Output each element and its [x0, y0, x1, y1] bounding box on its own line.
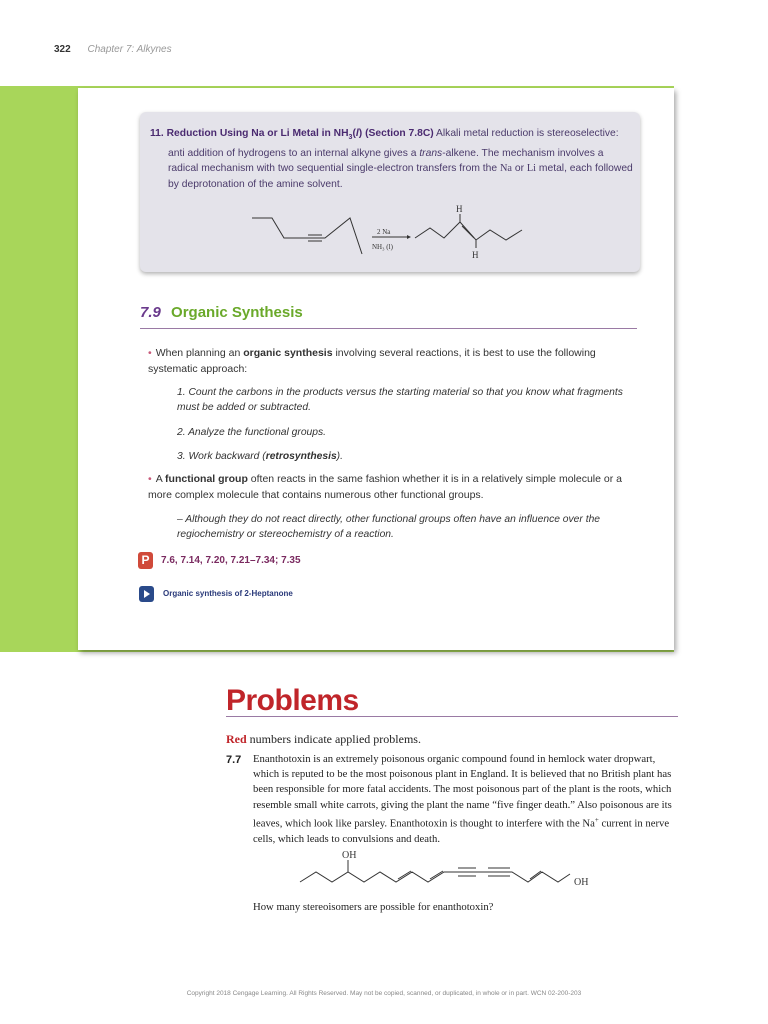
section-divider: [140, 328, 637, 329]
enanthotoxin-structure: [290, 848, 620, 894]
review-item-number: 11.: [150, 128, 164, 139]
trans-alkene-structure: [415, 222, 522, 240]
chapter-title: Chapter 7: Alkynes: [87, 44, 172, 55]
page-header: [54, 44, 172, 55]
review-text: [150, 126, 635, 192]
hydroxyl-label-1: OH: [342, 850, 357, 861]
step-3: 3. Work backward (retrosynthesis).: [177, 451, 343, 462]
bullet-organic-synthesis: • When planning an organic synthesis involving several reactions, it is best to use the following systematic approach:: [148, 347, 596, 375]
reduction-reaction-scheme: [250, 202, 540, 264]
section-heading: [140, 304, 303, 321]
review-text-body: anti addition of hydrogens to an internal alkyne gives a trans-alkene. The mechanism involves a radical mechanism with two sequential single-electron transfers from the Na or Li metal, each followed by deprotonation of the amine solvent.: [168, 147, 633, 190]
review-text-1: Alkali metal reduction is stereoselective:: [436, 128, 619, 139]
hydroxyl-label-2: OH: [574, 877, 589, 888]
red-numbers-note: Red numbers indicate applied problems.: [226, 732, 421, 746]
problem-text: Enanthotoxin is an extremely poisonous organic compound found in hemlock water dropwart, which is reputed to be the most poisonous plant in England. It is believed that no British plant has been responsible for more fatal accidents. The most poisonous part of the plant is the roots, which resemble small white carrots, giving the plant the name “five finger death.” Also poisonous are its leaves, which look like parsley. Enanthotoxin is thought to interfere with the Na+ current in nerve cells, which leads to convulsions and death.: [253, 753, 672, 845]
bullet-functional-group: • A functional group often reacts in the same fashion whether it is in a relatively simple molecule or a more complex molecule that contains numerous other functional groups.: [148, 473, 622, 501]
copyright-footer: Copyright 2018 Cengage Learning. All Rights Reserved. May not be copied, scanned, or duplicated, in whole or in part. WCN 02-200-203: [186, 990, 582, 997]
step-2: 2. Analyze the functional groups.: [177, 427, 327, 438]
reagent-bottom: NH₃ (l): [372, 243, 393, 251]
problem-question: How many stereoisomers are possible for enanthotoxin?: [253, 901, 494, 913]
reagent-top: 2 Na: [377, 228, 391, 236]
functional-group-note: – Although they do not react directly, other functional groups often have an influence over the regiochemistry or stereochemistry of a reaction.: [177, 514, 601, 540]
enanthotoxin-skeleton: [300, 872, 570, 882]
review-title: Reduction Using Na or Li Metal in $NH_3(l)$ (Section 7.8C): [166, 128, 434, 142]
section-number: 7.9: [140, 304, 161, 321]
page-number: 322: [54, 44, 71, 55]
problem-references[interactable]: 7.6, 7.14, 7.20, 7.21–7.34; 7.35: [161, 555, 301, 566]
alkyne-structure: [252, 218, 362, 254]
video-link[interactable]: Organic synthesis of 2-Heptanone: [163, 589, 293, 598]
problems-divider: [226, 716, 678, 717]
hydrogen-label-top: H: [456, 204, 463, 214]
section-title: Organic Synthesis: [171, 304, 303, 321]
problems-p-icon[interactable]: P: [138, 552, 153, 569]
hydrogen-label-bottom: H: [472, 250, 479, 260]
problems-heading: Problems: [226, 684, 359, 717]
video-play-icon[interactable]: [139, 586, 154, 602]
step-1: 1. Count the carbons in the products versus the starting material so that you know what fragments must be added or subtracted.: [177, 387, 623, 413]
problem-number: 7.7: [226, 754, 242, 766]
